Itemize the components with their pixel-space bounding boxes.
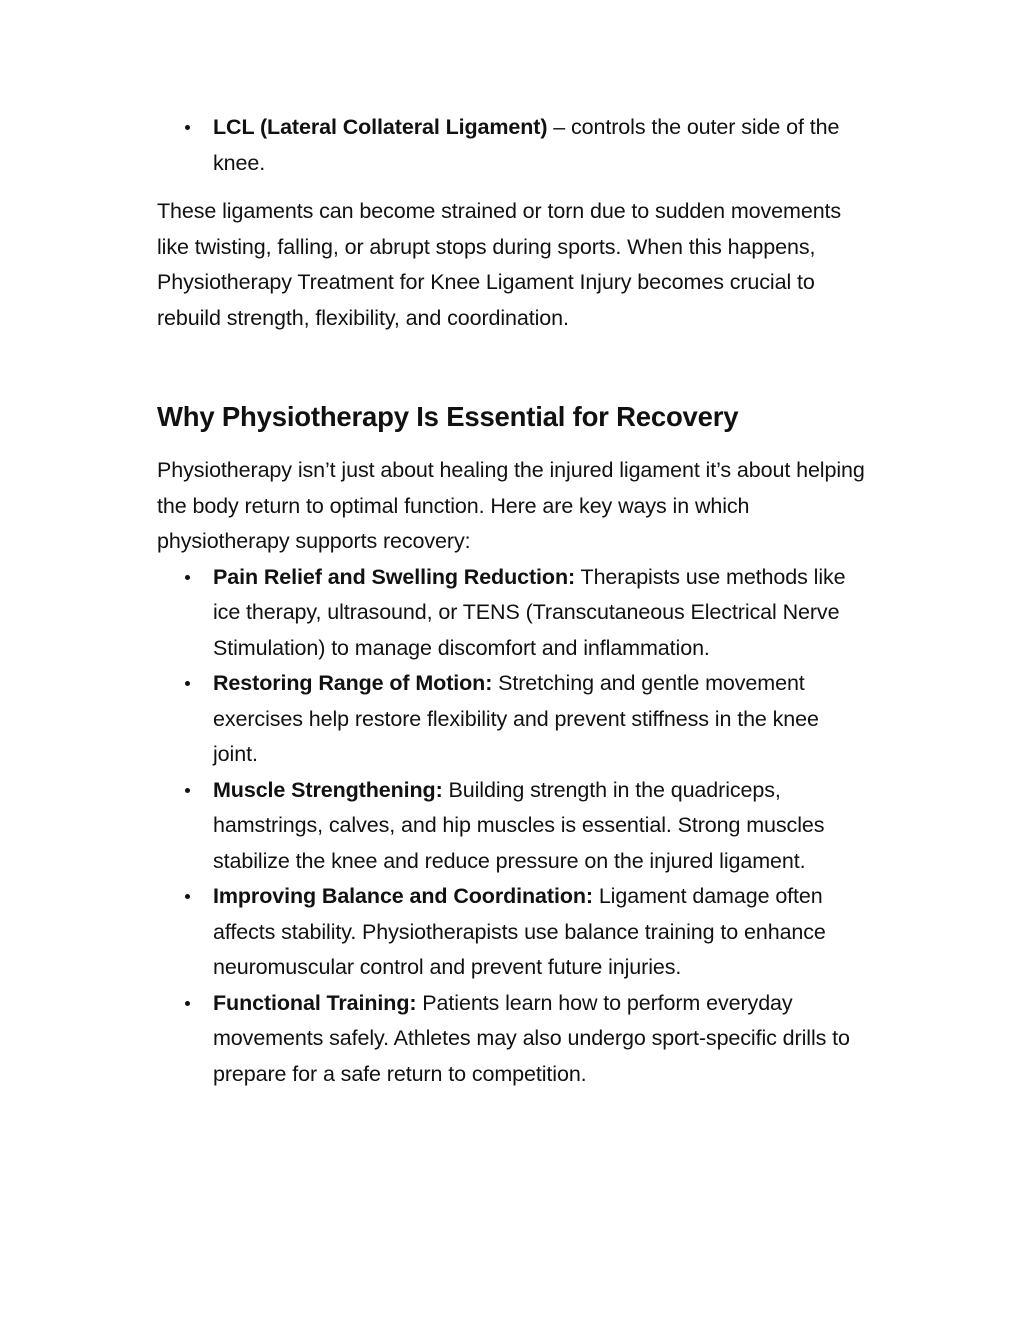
list-item-text: Therapists use methods like ice therapy, ultrasound, or TENS (Transcutaneous Electrical Nerve Stimulation) to manage discomfort and inflammation. <box>213 564 846 660</box>
document-page <box>157 110 867 1092</box>
benefits-list <box>157 560 867 1093</box>
ligament-list <box>157 110 867 181</box>
section-heading: Why Physiotherapy Is Essential for Recovery <box>157 401 739 432</box>
list-item-term: Pain Relief and Swelling Reduction: <box>213 564 576 589</box>
list-item <box>157 666 867 773</box>
list-item-term: Functional Training: <box>213 990 417 1015</box>
bullet-icon <box>185 1001 190 1006</box>
list-item-term: Muscle Strengthening: <box>213 777 443 802</box>
bullet-icon <box>185 894 190 899</box>
intro-paragraph: Physiotherapy isn’t just about healing the injured ligament it’s about helping the body return to optimal function. Here are key ways in which physiotherapy supports recovery: <box>157 458 865 553</box>
list-item-term: Improving Balance and Coordination: <box>213 884 593 908</box>
list-item <box>157 560 867 667</box>
list-item <box>157 879 867 986</box>
paragraph: These ligaments can become strained or torn due to sudden movements like twisting, falling, or abrupt stops during sports. When this happens, Physiotherapy Treatment for Knee Ligament Injury becomes crucial to rebuild strength, flexibility, and coordination. <box>157 199 842 330</box>
bullet-icon <box>185 125 190 130</box>
bullet-icon <box>185 681 190 686</box>
list-item-text: Stretching and gentle movement exercises help restore flexibility and prevent stiffness in the knee joint. <box>213 671 819 766</box>
bullet-icon <box>185 788 190 793</box>
bullet-icon <box>185 575 190 580</box>
list-item-text: – controls the outer side of the knee. <box>213 115 840 175</box>
list-item <box>157 110 867 181</box>
list-item <box>157 773 867 880</box>
list-item-term: Restoring Range of Motion: <box>213 671 493 695</box>
list-item-term: LCL (Lateral Collateral Ligament) <box>213 115 548 139</box>
list-item-text: Ligament damage often affects stability. Physiotherapists use balance training to enhance neuromuscular control and prevent future injuries. <box>213 884 826 979</box>
list-item-text: Patients learn how to perform everyday movements safely. Athletes may also undergo sport-specific drills to prepare for a safe return to competition. <box>213 990 850 1086</box>
list-item-text: Building strength in the quadriceps, hamstrings, calves, and hip muscles is essential. Strong muscles stabilize the knee and reduce pressure on the injured ligament. <box>213 777 825 873</box>
list-item <box>157 986 867 1093</box>
